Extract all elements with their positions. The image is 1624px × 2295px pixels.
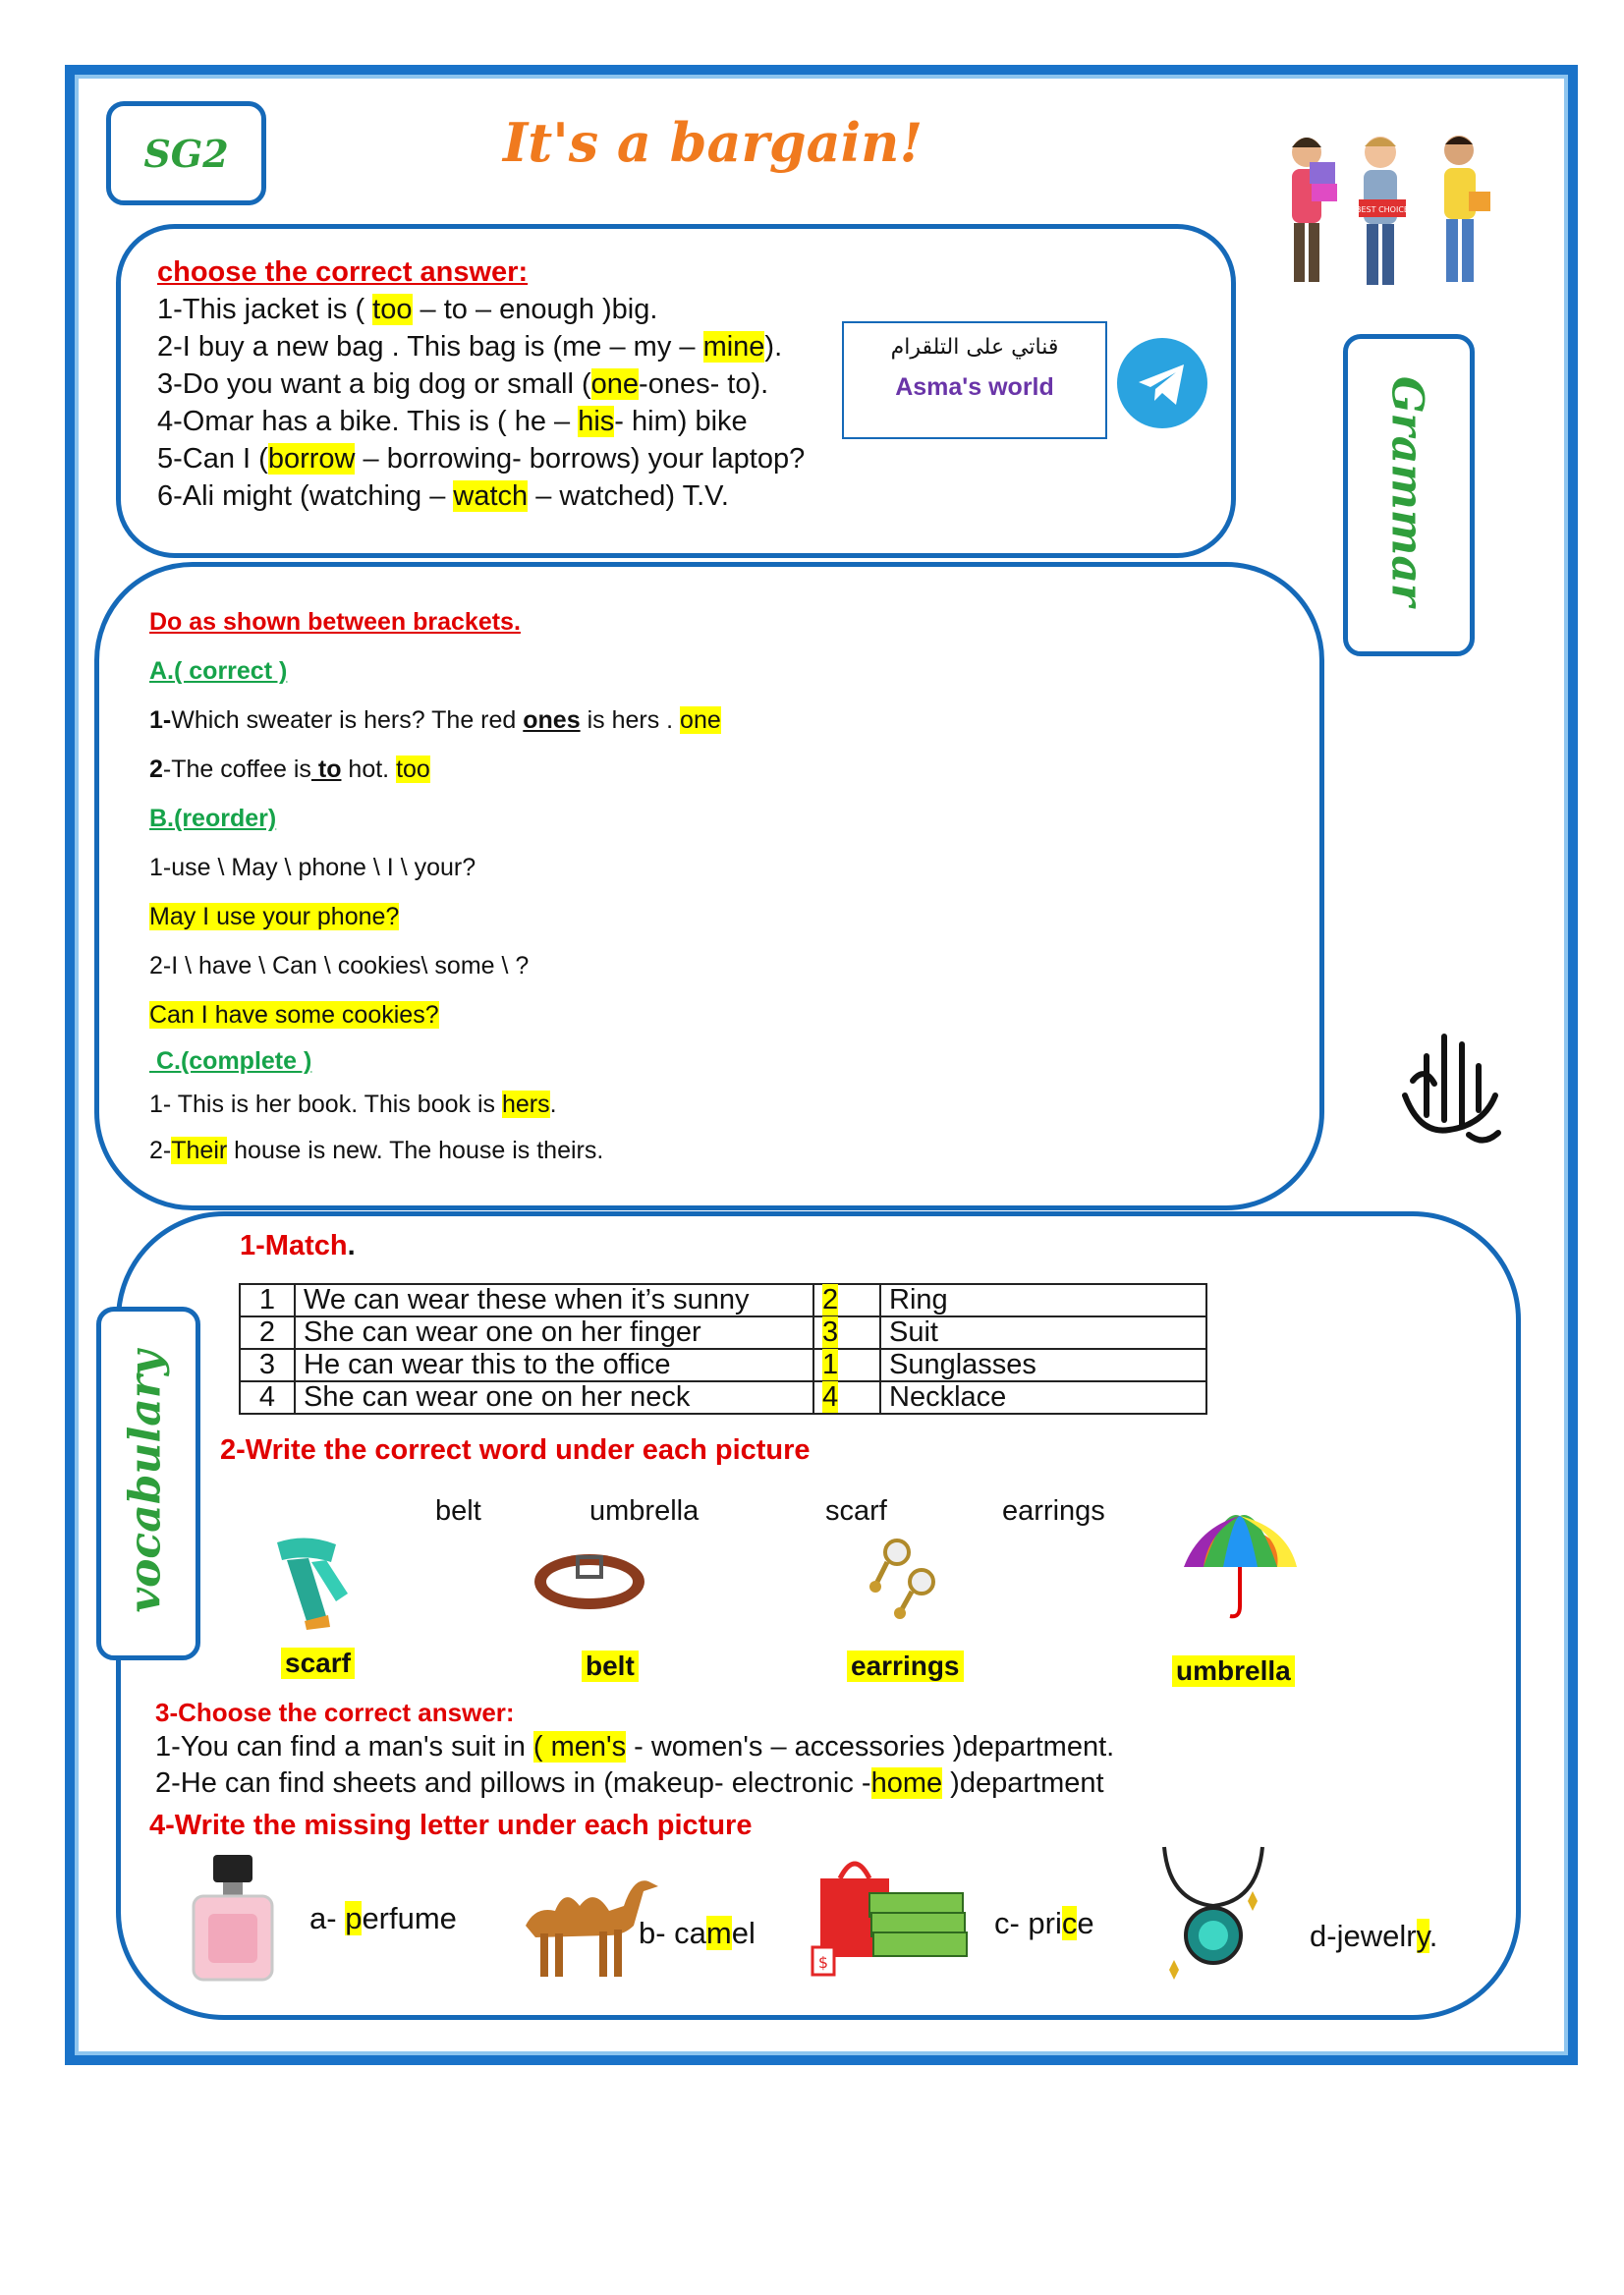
vocabulary-label: vocabulary: [120, 1350, 171, 1613]
word-bank-item: scarf: [825, 1495, 887, 1527]
answer-highlight: mine: [702, 331, 765, 363]
section-a-item-2: [149, 745, 721, 794]
picture-answer: scarf: [281, 1648, 355, 1679]
item-text: – borrowing- borrows) your laptop?: [355, 443, 806, 475]
item-text: 1-This jacket is (: [157, 294, 373, 325]
answer-highlight: one: [590, 368, 640, 400]
answer-highlight: one: [680, 706, 721, 734]
answer-highlight: home: [870, 1767, 943, 1799]
grammar-choose-item: [157, 477, 805, 515]
belt-image: [531, 1547, 648, 1616]
do-as-shown-heading: Do as shown between brackets.: [149, 608, 521, 636]
answer-highlight: y: [1416, 1919, 1429, 1953]
item-text: - him) bike: [614, 406, 748, 437]
item-text: 1-You can find a man's suit in: [155, 1731, 533, 1763]
row-left: He can wear this to the office: [295, 1349, 813, 1381]
earrings-image: [858, 1533, 956, 1621]
answer-highlight: May I use your phone?: [149, 903, 400, 930]
table-row: [240, 1316, 1206, 1349]
word-bank-item: belt: [435, 1495, 481, 1527]
section-b-label: B.(reorder): [149, 805, 277, 832]
row-left: We can wear these when it’s sunny: [295, 1284, 813, 1316]
do-as-shown-section: [149, 597, 721, 1175]
grammar-choose-section: [157, 253, 805, 515]
item-text: a-: [309, 1901, 346, 1935]
word-bank-item: earrings: [1002, 1495, 1105, 1527]
grammar-choose-item: [157, 365, 805, 403]
match-heading-dot: .: [347, 1230, 356, 1261]
grammar-choose-item: [157, 291, 805, 328]
section-a-item-1: [149, 696, 721, 745]
jewelry-image: [1154, 1842, 1272, 1989]
row-right: Ring: [880, 1284, 1206, 1316]
row-left: She can wear one on her finger: [295, 1316, 813, 1349]
answer-highlight: 4: [822, 1381, 839, 1413]
answer-highlight: p: [345, 1901, 363, 1935]
item-text: hot.: [341, 756, 397, 783]
row-left: She can wear one on her neck: [295, 1381, 813, 1414]
answer-highlight: his: [578, 406, 615, 437]
shoppers-illustration: [1262, 123, 1508, 300]
telegram-icon[interactable]: [1115, 336, 1209, 430]
camel-word: [639, 1916, 756, 1951]
item-text: 2-: [149, 1137, 172, 1164]
section-b-answer-1: [149, 892, 721, 941]
channel-box[interactable]: [842, 321, 1107, 439]
row-answer: [813, 1316, 880, 1349]
choose2-heading: 3-Choose the correct answer:: [155, 1698, 515, 1727]
scarf-image: [257, 1533, 356, 1631]
item-text: 4-Omar has a bike. This is ( he –: [157, 406, 579, 437]
item-text: .: [549, 1091, 557, 1118]
item-text: 2-I buy a new bag . This bag is (me – my –: [157, 331, 703, 363]
item-text: 2-He can find sheets and pillows in (makeup- electronic -: [155, 1767, 871, 1799]
item-text: 5-Can I (: [157, 443, 268, 475]
grammar-label: Grammar: [1381, 375, 1432, 607]
table-row: [240, 1284, 1206, 1316]
answer-highlight: Their: [171, 1137, 228, 1164]
section-c-item-2: [149, 1126, 721, 1175]
answer-highlight: too: [372, 294, 413, 325]
item-number: 2: [149, 756, 163, 783]
row-number: 4: [240, 1381, 295, 1414]
item-text: house is new. The house is theirs.: [227, 1137, 604, 1164]
answer-highlight: borrow: [267, 443, 356, 475]
grammar-choose-item: [157, 328, 805, 365]
grammar-choose-item: [157, 440, 805, 477]
item-text: e: [1077, 1906, 1094, 1940]
row-right: Necklace: [880, 1381, 1206, 1414]
item-text: 1- This is her book. This book is: [149, 1091, 502, 1118]
grammar-choose-item: [157, 403, 805, 440]
calligraphy-decoration: [1385, 1027, 1513, 1154]
table-row: [240, 1381, 1206, 1414]
write-word-heading: 2-Write the correct word under each picture: [220, 1434, 811, 1466]
item-text: - women's – accessories )department.: [626, 1731, 1115, 1763]
perfume-image: [189, 1855, 277, 1983]
item-text: el: [731, 1916, 756, 1950]
picture-answer: belt: [582, 1651, 639, 1682]
item-text: c- pri: [994, 1906, 1062, 1940]
choose2-item-1: [155, 1731, 1114, 1763]
answer-highlight: 3: [822, 1316, 839, 1348]
umbrella-image: [1179, 1508, 1302, 1626]
item-text: d-jewelr: [1310, 1919, 1417, 1953]
svg-text:$: $: [817, 1953, 829, 1972]
item-number: 1-: [149, 706, 172, 734]
answer-highlight: c: [1061, 1906, 1078, 1940]
row-right: Suit: [880, 1316, 1206, 1349]
jewelry-word: [1310, 1919, 1437, 1954]
section-a-label: A.( correct ): [149, 657, 288, 685]
item-text: 3-Do you want a big dog or small (: [157, 368, 591, 400]
perfume-word: [309, 1901, 457, 1936]
item-text: 6-Ali might (watching –: [157, 480, 454, 512]
shopper-left: [1292, 138, 1337, 282]
choose2-item-2: [155, 1767, 1104, 1800]
item-text: b- ca: [639, 1916, 706, 1950]
item-text: – watched) T.V.: [528, 480, 729, 512]
price-word: [994, 1906, 1094, 1941]
match-table: [239, 1283, 1207, 1415]
row-number: 2: [240, 1316, 295, 1349]
row-answer: [813, 1349, 880, 1381]
section-b-item-2: 2-I \ have \ Can \ cookies\ some \ ?: [149, 952, 530, 980]
item-text: .: [1428, 1919, 1438, 1953]
channel-arabic: قناتي على التلقرام: [890, 335, 1059, 360]
row-right: Sunglasses: [880, 1349, 1206, 1381]
item-text: ).: [764, 331, 783, 363]
code-box: [106, 101, 266, 205]
row-number: 1: [240, 1284, 295, 1316]
row-answer: [813, 1381, 880, 1414]
underlined-word: ones: [523, 706, 581, 734]
answer-highlight: too: [396, 756, 430, 783]
row-number: 3: [240, 1349, 295, 1381]
match-heading: [240, 1230, 356, 1262]
channel-name: [844, 373, 1105, 402]
word-bank-item: umbrella: [589, 1495, 700, 1527]
item-text: )department: [942, 1767, 1104, 1799]
grammar-choose-heading: choose the correct answer:: [157, 256, 529, 288]
section-c-item-1: [149, 1083, 721, 1126]
picture-answer: umbrella: [1172, 1655, 1295, 1687]
answer-highlight: m: [705, 1916, 732, 1950]
answer-highlight: ( men's: [532, 1731, 627, 1763]
shopper-right: [1444, 136, 1490, 282]
page-title: It's a bargain!: [503, 111, 924, 174]
underlined-word: to: [310, 756, 342, 783]
price-image: [811, 1849, 968, 1977]
item-text: erfume: [362, 1901, 457, 1935]
shopper-middle: [1356, 137, 1409, 285]
answer-highlight: 2: [822, 1284, 839, 1315]
item-text: -The coffee is: [162, 756, 311, 783]
answer-highlight: Can I have some cookies?: [149, 1001, 439, 1029]
row-answer: [813, 1284, 880, 1316]
item-text: -ones- to).: [639, 368, 769, 400]
item-text: is hers .: [580, 706, 681, 734]
table-row: [240, 1349, 1206, 1381]
section-c-label: C.(complete ): [149, 1047, 312, 1075]
section-b-item-1: 1-use \ May \ phone \ I \ your?: [149, 854, 476, 881]
code-label: SG2: [143, 131, 229, 176]
answer-highlight: 1: [822, 1349, 839, 1380]
match-heading-text: 1-Match: [240, 1230, 348, 1261]
answer-highlight: hers: [501, 1091, 550, 1118]
picture-answer: earrings: [847, 1651, 964, 1682]
svg-text:BEST CHOICE: BEST CHOICE: [1356, 205, 1409, 214]
section-b-answer-2: [149, 990, 721, 1039]
item-text: Which sweater is hers? The red: [171, 706, 524, 734]
answer-highlight: watch: [453, 480, 529, 512]
channel-name-text: Asma's world: [895, 373, 1054, 401]
missing-letter-heading: 4-Write the missing letter under each picture: [149, 1810, 753, 1841]
item-text: – to – enough )big.: [412, 294, 658, 325]
